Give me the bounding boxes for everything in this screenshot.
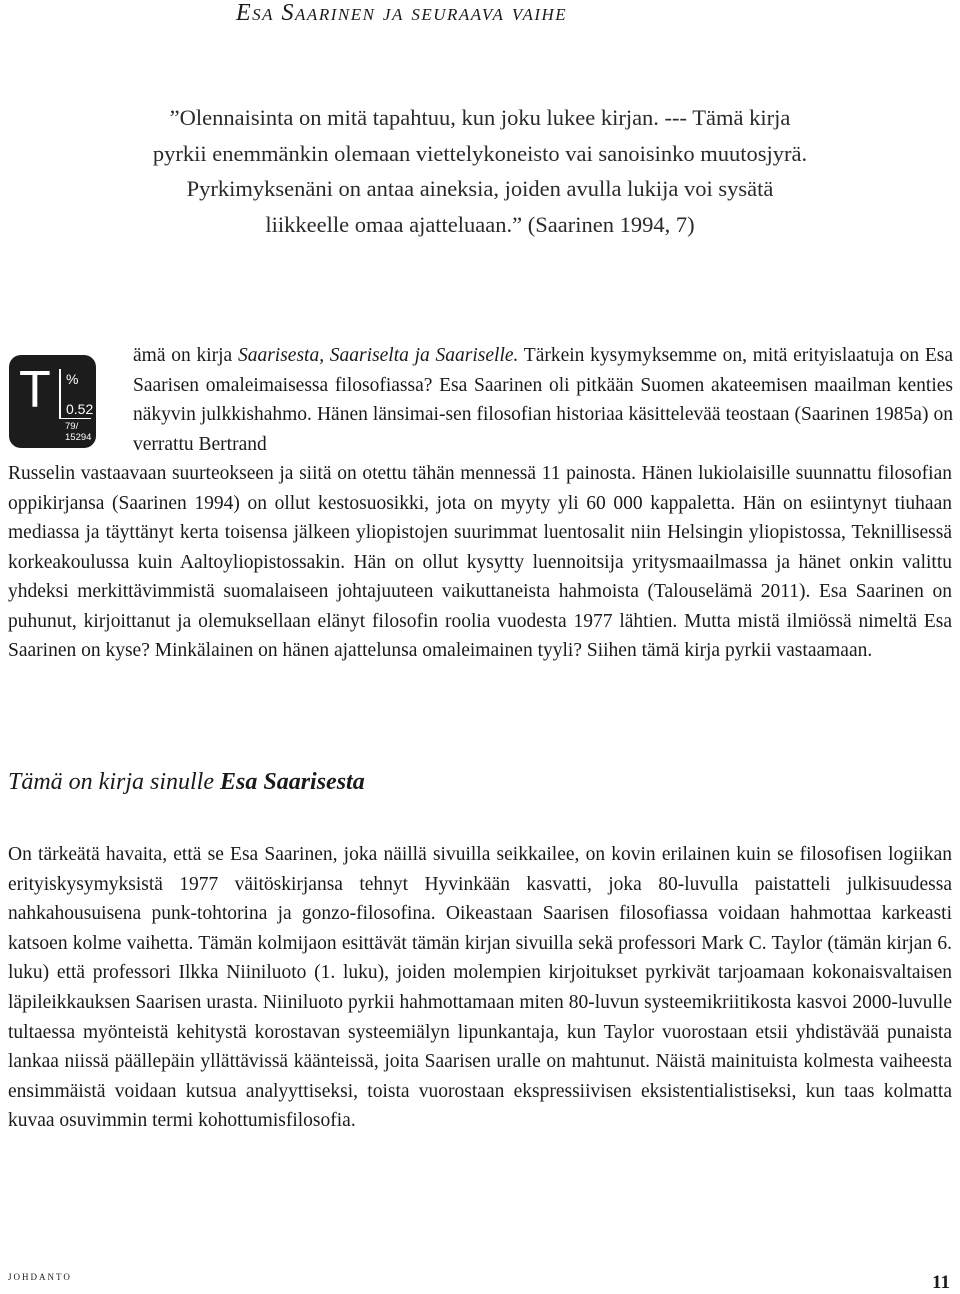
footer-section-label: johdanto bbox=[8, 1268, 72, 1283]
tile-value: 0.52 bbox=[66, 401, 94, 417]
intro-lead: ämä on kirja bbox=[133, 345, 238, 366]
intro-rest: Tärkein kysymyksemme on, mitä erityislaatuja on Esa Saarisen omaleimaisessa filosofiassa? Esa Saarinen oli pitkään Suomen akateemisen maailman kenties näkyvin julkkishahmo. Hänen länsimai-sen filosofian historiaa käsittelevää teostaan (Saarinen 1985a) on verrattu Bertrand bbox=[133, 345, 953, 455]
tile-rule bbox=[61, 418, 91, 419]
section-heading bbox=[8, 769, 365, 796]
body-paragraph-2: On tärkeätä havaita, että se Esa Saarinen, joka näillä sivuilla seikkailee, on kovin erilainen kuin se filosofisen logiikan erityiskysymyksistä 1977 väitöskirjansa tehnyt Hyvinkään kasvatti, joka 80-luvulla paistatteli julkisuudessa nahkahousuisena punk-tohtorina ja gonzo-filosofina. Oikeastaan Saarisen filosofiassa voidaan hahmottaa karkeasti katsoen kolme vaihetta. Tämän kolmijaon esittävät tämän kirjan sivuilla sekä professori Mark C. Taylor (tämän kirjan 6. luku) että professori Ilkka Niiniluoto (1. luku), joiden molempien kirjoitukset pyrkivät tarjoamaan kokonaisvaltaisen läpileikkauksen Saarisen urasta. Niiniluoto pyrkii hahmottamaan miten 80-luvun systeemikriitikosta kasvoi 2000-luvulle tultaessa myönteistä kehitystä korostavan systeemiälyn lipunkantaja, kun Taylor vuorostaan etsii yhdistävää punaista lankaa niissä päällepäin yllättävissä käänteissä, joita Saarisen uralle on mahtunut. Näistä mainituista kolmesta vaiheesta ensimmäistä voidaan kutsua analyyttiseksi, toista vuorostaan ekspressiivisen eksistentialistiseksi, kun taas kolmatta kuvaa osuvimmin termi kohottumisfilosofia. bbox=[8, 844, 952, 1132]
tile-ids: 79/ 15294 bbox=[65, 421, 92, 443]
running-head: Esa Saarinen ja seuraava vaihe bbox=[236, 0, 568, 26]
intro-lead-italic: Saarisesta, Saariselta ja Saariselle. bbox=[237, 345, 519, 366]
dropcap-element-tile bbox=[9, 355, 96, 448]
page-number: 11 bbox=[932, 1272, 950, 1293]
tile-divider bbox=[59, 369, 61, 419]
epigraph-quote: ”Olennaisinta on mitä tapahtuu, kun joku lukee kirjan. --- Tämä kirja pyrkii enemmänkin olemaan viettelykoneisto vai sanoisinko muutosjyrä. Pyrkimyksenäni on antaa aineksia, joiden avulla lukija voi sysätä liikkeelle omaa ajatteluaan.” (Saarinen 1994, 7) bbox=[152, 105, 808, 237]
tile-unit: % bbox=[66, 371, 79, 387]
section-heading-italic: Tämä on kirja sinulle bbox=[8, 769, 221, 795]
dropcap-letter: T bbox=[19, 361, 51, 419]
intro-paragraph bbox=[133, 341, 953, 459]
section-heading-bold: Esa Saarisesta bbox=[220, 769, 365, 795]
body-paragraph-1: Russelin vastaavaan suurteokseen ja siitä on otettu tähän mennessä 11 painosta. Hänen lukiolaisille suunnattu filosofian oppikirjansa (Saarinen 1994) on ollut kestosuosikki, jota on myyty yli 60 000 kappaletta. Hän on esiintynyt tiuhaan mediassa ja täyttänyt kerta toisensa jälkeen yliopistojen suurimmat luentosalit niin Helsingin yliopistossa, Teknillisessä korkeakoulussa kuin Aaltoyliopistossakin. Hän on ollut kysytty luennoitsija yritysmaailmassa ja hänet onkin valittu yhdeksi merkittävimmistä suomalaiseen johtajuuteen vaikuttaneista hahmoista (Talouselämä 2011). Esa Saarinen on puhunut, kirjoittanut ja olemuksellaan elänyt filosofin roolia vuodesta 1977 lähtien. Mutta mistä ilmiössä nimeltä Esa Saarinen on kyse? Minkälainen on hänen ajattelunsa omaleimainen tyyli? Siihen tämä kirja pyrkii vastaamaan. bbox=[8, 463, 952, 661]
